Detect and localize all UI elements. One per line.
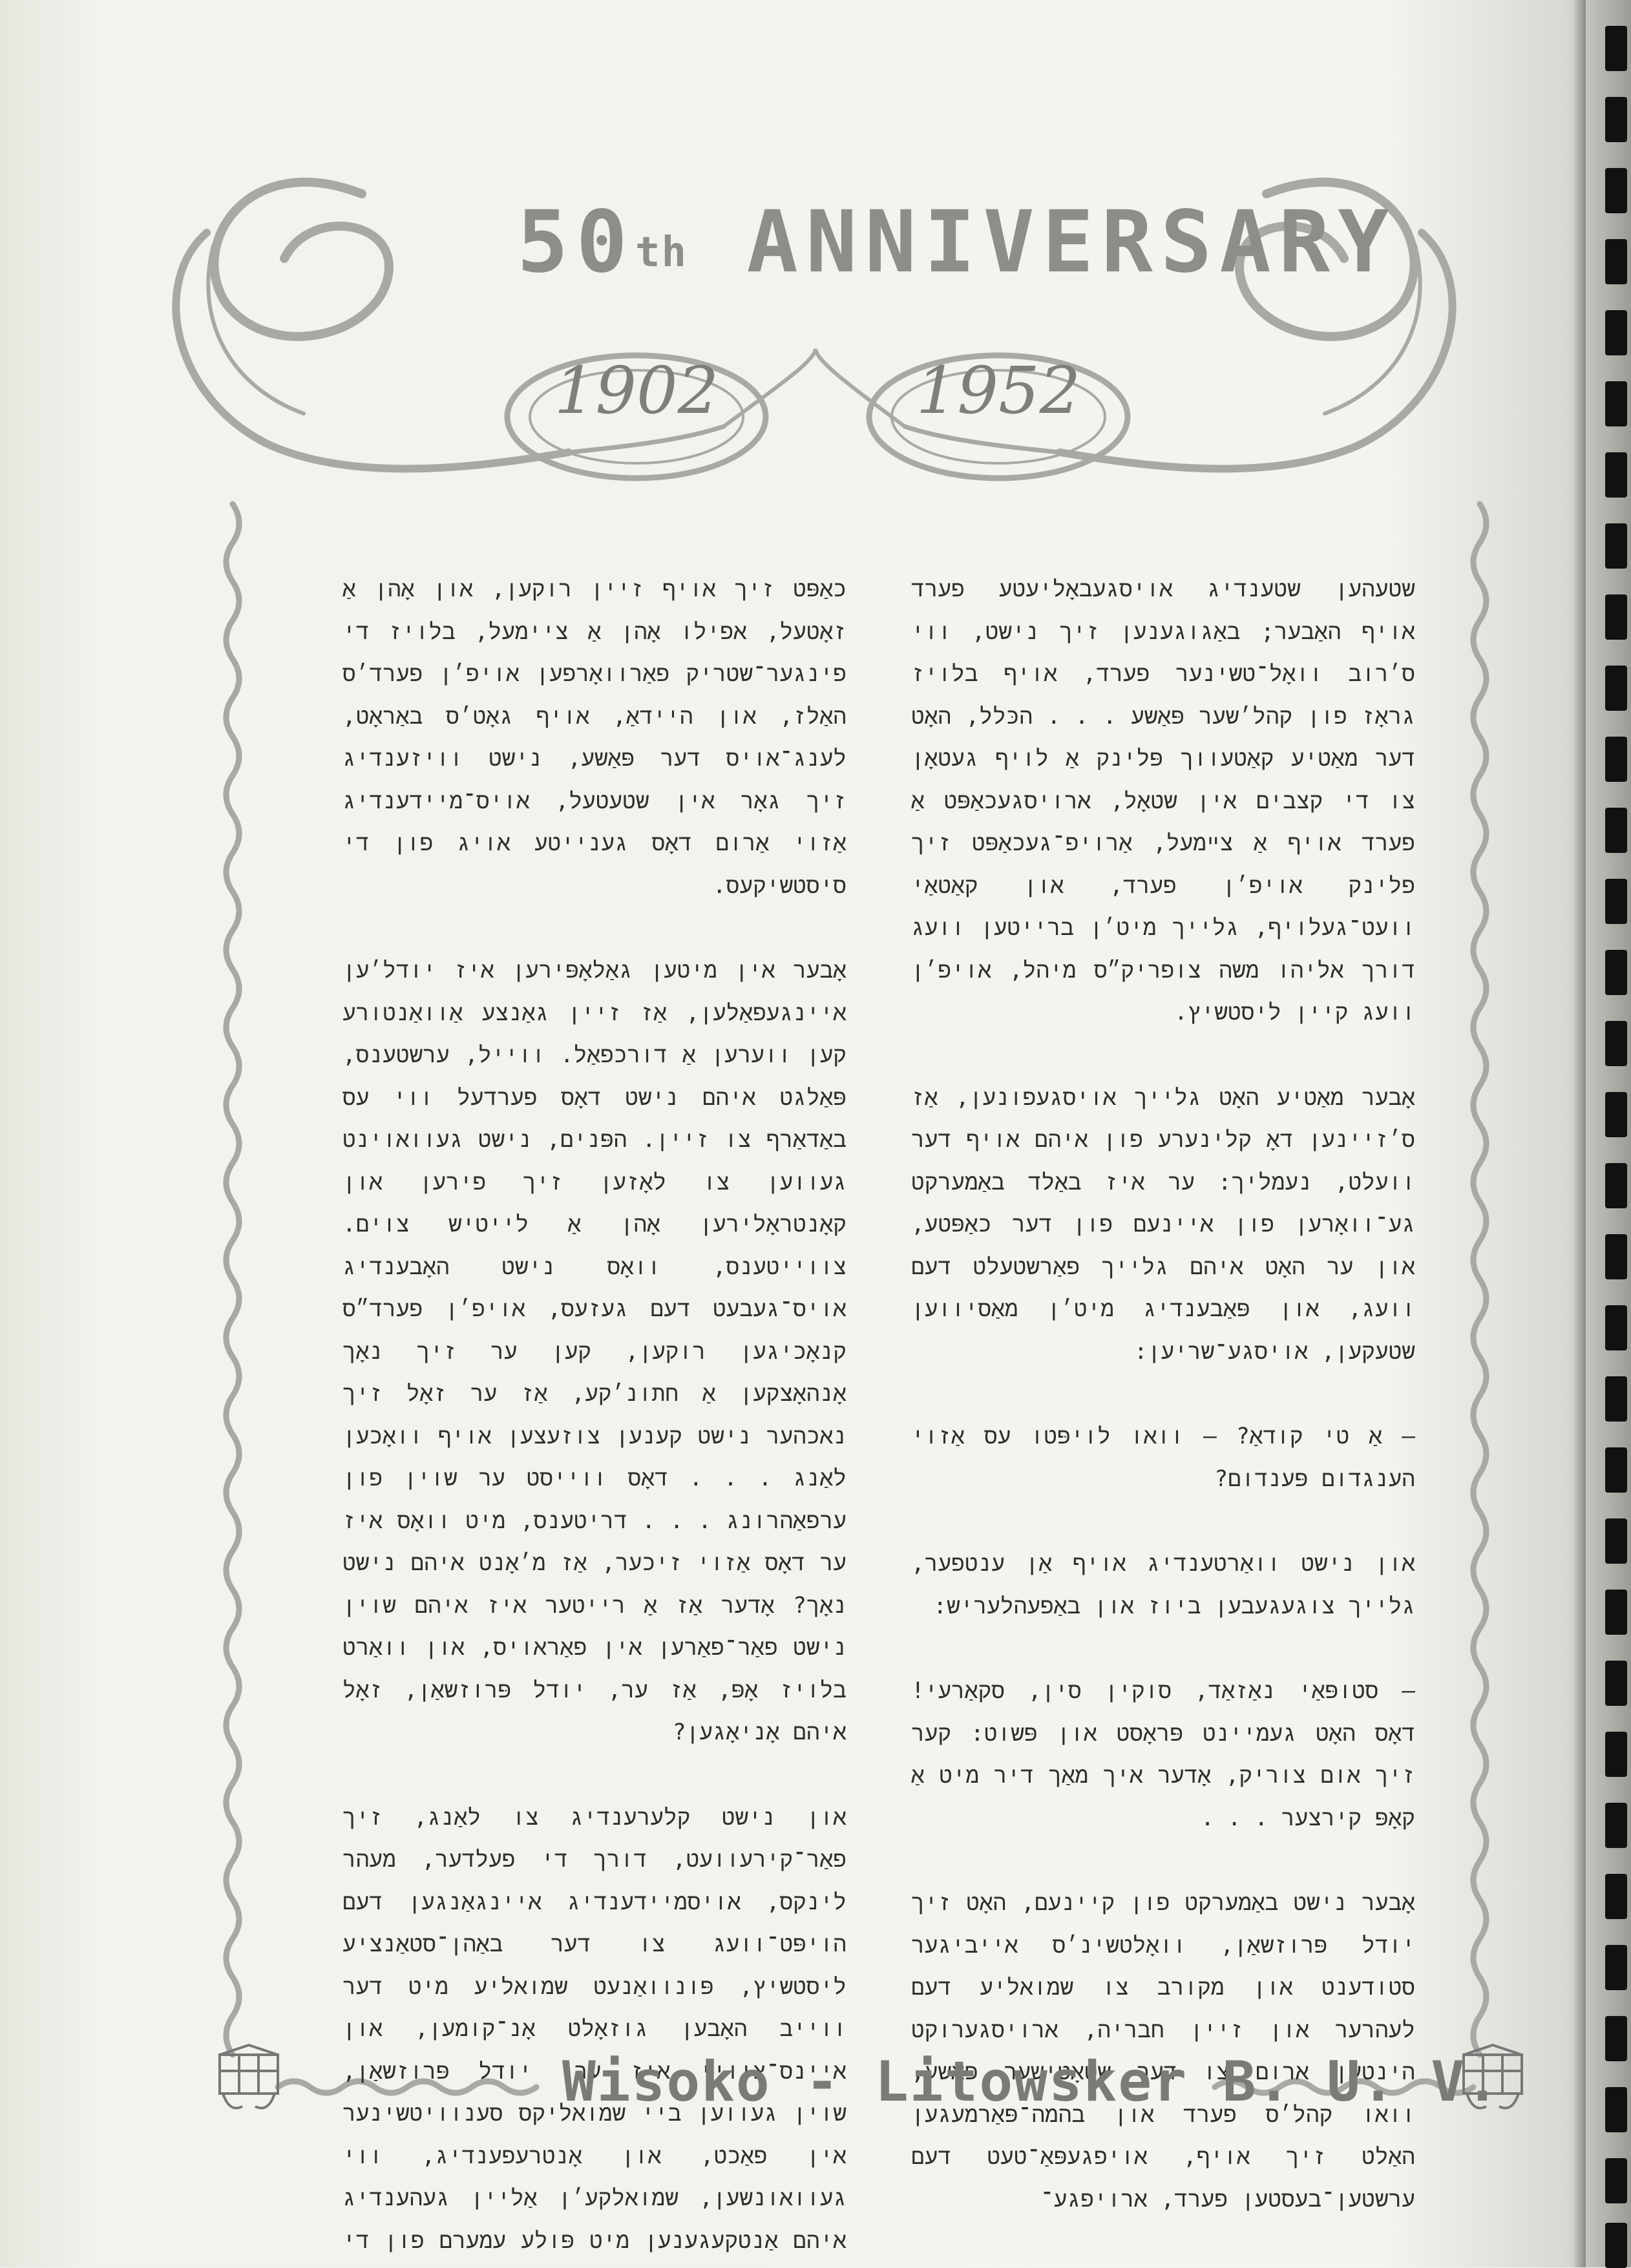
year-start: 1902 (533, 349, 740, 433)
paragraph: — סטופּאַי נאַזאַד, סוקין סין, סקאַרעי! דאָס האָט געמיינט פּראָסט און פּשוט: קער זיך אום צוריק, אָדער איך מאַך דיר מיט אַ קאָפּ קירצער . . . (911, 1670, 1415, 1840)
title-suffix: th (635, 229, 688, 277)
paragraph: און נישט וואַרטענדיג אויף אַן ענטפער, גלייך צוגעגעבען ביוז און באַפעהלעריש: (911, 1543, 1415, 1628)
society-name: Wisoko - Litowsker B. U. V. (562, 2037, 1208, 2127)
paragraph: — אַ טי קודאַ? — וואו לויפּטו עס אַזוי הענגדום פּענדום? (911, 1416, 1415, 1500)
anniversary-title (517, 194, 1254, 291)
right-text-column (911, 569, 1415, 2221)
year-end: 1952 (895, 349, 1102, 433)
paragraph: אָבער מאַטיע האָט גלייך אויסגעפונען, אַז ס׳זיינען דאָ קלינערע פון איהם אויף דער וועלט, נעמליך: ער איז באַלד באַמערקט גע־וואָרען פון איינעם פון דער כאַפּטע, און ער האָט איהם גלייך פאַרשטעלט דעם וועג, און פּאַבענדיג מיט׳ן מאַסיווען שטעקען, אויסגע־שריען: (911, 1077, 1415, 1374)
paragraph: כאַפּט זיך אויף זיין רוקען, און אָהן אַ זאָטעל, אפילו אָהן אַ ציימעל, בלויז די פינגער־שטריק פאַרוואָרפען אויפ׳ן פערד׳ס האַלז, און היידאַ, אויף גאָט׳ס באַראָט, לענג־אויס דער פּאַשע, נישט וויזענדיג זיך גאָר אין שטעטעל, אויס־מיידענדיג אַזוי אַרום דאָס גענייטע אויג פון די סיסטשיקעס. (342, 569, 847, 907)
title-word: ANNIVERSARY (747, 193, 1397, 292)
title-number: 50 (517, 193, 635, 292)
paragraph: אָבער נישט באַמערקט פון קיינעם, האָט זיך יודל פּרוזשאַן, וואָלטשינ׳ס אייביגער סטודענט און מקורב צו שמואליע דעם לעהרער און זיין חבריה, ארויסגערוקט הינטען ארום צו דער שטאָטישער פּאַשע, וואו קהל׳ס פערד און בהמה־פּאַרמעגען האַלט זיך אויף, אויפגעפּאַ־טעט דעם ערשטען־בעסטען פערד, ארויפגע־ (911, 1882, 1415, 2221)
paragraph: שטעהען שטענדיג אויסגעבאָליעטע פערד אויף האַבער; באַגוגענען זיך נישט, ווי ס׳רוב וואָל־טשינער פערד, אויף בלויז גראָז פון קהל׳שער פּאַשע . . . הכּלל, האָט דער מאַטיע קאַטעווך פּלינק אַ לויף געטאָן צו די קצבים אין שטאָל, ארויסגעכאַפּט אַ פערד אויף אַ צײמעל, אַרויפ־געכאַפּט זיך פלינק אויפ׳ן פערד, און קאַטאַי וועט־געלויף, גלייך מיט׳ן ברייטען וועג דורך אליהו משה צופריק״ס מיהל, אויפ׳ן וועג קיין ליסטשיץ. (911, 569, 1415, 1034)
paragraph: און נישט קלערענדיג צו לאַנג, זיך פאַר־קירעוועט, דורך די פעלדער, מעהר לינקס, אויסמיידענדיג איינגאַנגען דעם הויפּט־וועג צו דער באַהן־סטאַנציע ליסטשיץ, פּונוואַנעט שמואליע מיט דער ווייב האָבען גוזאָלט אָנ־קומען, און איינס־צוויי איז ער, יודל פּרוזשאַן, שוין געווען ביי שמואליקס סענוויטשינער אין פאַכט, און אָנטרעפענדיג, ווי געוואונשען, שמואלקע׳ן אַליין געהענדיג איהם אַנטקעגענען מיט פּולע עמערם פון די (342, 1797, 847, 2268)
left-text-column (342, 569, 847, 2268)
paragraph: אָבער אין מיטען גאַלאָפּירען איז יודל׳ען איינגעפאַלען, אַז זיין גאַנצע אַוואַנטורע קען ווערען אַ דורכפאַל. ווייל, ערשטענס, פּאַלגט איהם נישט דאָס פערדעל ווי עס באַדאַרף צו זיין. הפּנים, נישט געוואוינט געווען צו לאָזען זיך פירען און קאָנטראָלירען אָהן אַ לייטיש צוים. צווייטענס, וואָס נישט האָבענדיג אויס־געבעט דעם געזעס, אויפ׳ן פערד״ס קנאָכיגען רוקען, קען ער זיך נאָך אָנהאָצקען אַ חתונ׳קע, אַז ער זאָל זיך נאכהער נישט קענען צוזעצען אויף וואָכען לאַנג . . . דאָס ווייסט ער שוין פון ערפאַהרונג . . . דריטענס, מיט וואָס איז ער דאָס אַזוי זיכער, אַז מ׳אָנט איהם נישט נאָך? אָדער אַז אַ רייטער איז איהם שוין נישט פאַר־פאַרען אין פאַראויס, און וואַרט בלויז אָפּ, אַז ער, יודל פּרוזשאַן, זאָל איהם אָניאָגען? (342, 950, 847, 1754)
left-chest-ornament (213, 2042, 284, 2119)
